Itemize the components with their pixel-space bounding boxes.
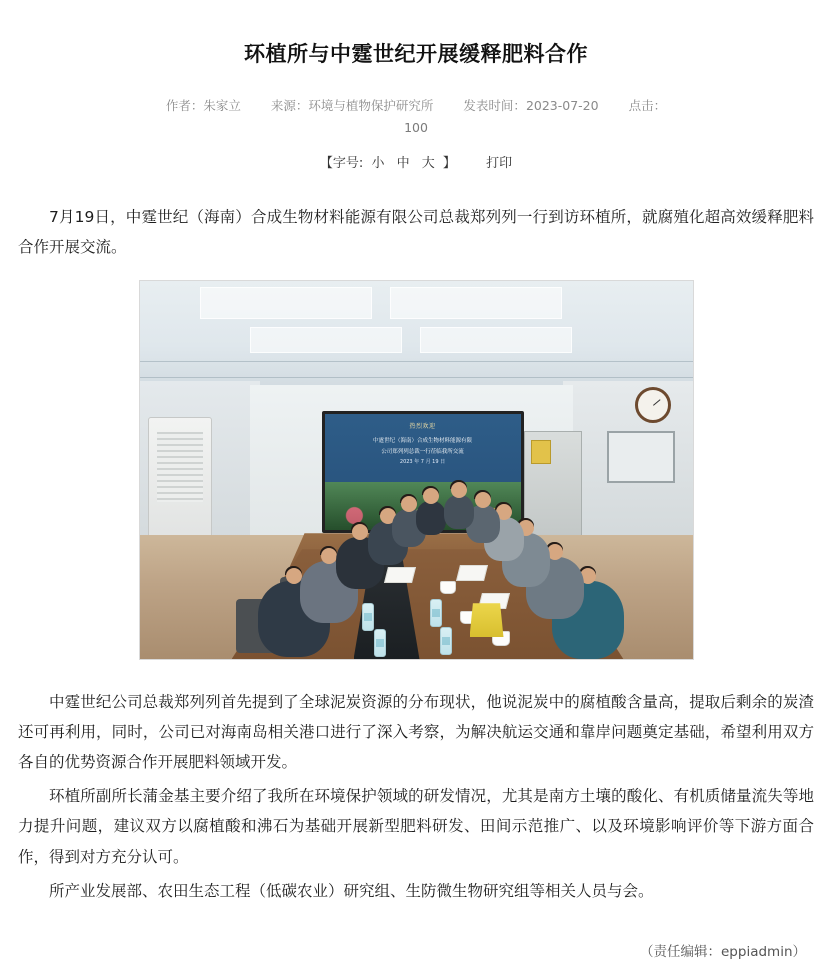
fontsize-small-button[interactable]: 小 <box>371 156 385 172</box>
ceiling-line <box>140 361 693 362</box>
meta-date <box>463 93 598 118</box>
fontsize-label: 【字号: <box>319 156 364 172</box>
fontsize-bracket-close: 】 <box>442 156 456 172</box>
print-button[interactable]: 打印 <box>486 156 513 172</box>
head <box>321 548 337 564</box>
yellow-bag <box>470 603 504 637</box>
paragraph-1: 7月19日，中霆世纪（海南）合成生物材料能源有限公司总裁郑列列一行到访环植所，就腐殖化超高效缓释肥料合作开展交流。 <box>18 207 814 257</box>
fontsize-controls <box>320 152 456 175</box>
meta-hits-label: 点击： <box>628 98 667 114</box>
head <box>401 496 417 512</box>
paragraph-3: 环植所副所长蒲金基主要介绍了我所在环境保护领域的研发情况，尤其是南方土壤的酸化、有机质储量流失等地力提升问题，建议双方以腐植酸和沸石为基础开展新型肥料研发、田间示范推广、以及环境影响评价等下游方面合作，得到对方充分认可。 <box>18 787 814 866</box>
meta-author-label: 作者： <box>165 98 204 114</box>
article-meta <box>18 93 814 118</box>
ceiling-panel <box>390 287 562 319</box>
article-body <box>18 202 814 906</box>
article-figure <box>18 280 814 670</box>
wall-board <box>607 431 675 483</box>
meta-source-value: 环境与植物保护研究所 <box>308 98 434 114</box>
ceiling-panel <box>250 327 402 353</box>
ceiling-line <box>140 377 693 378</box>
paragraph-4: 所产业发展部、农田生态工程（低碳农业）研究组、生防微生物研究组等相关人员与会。 <box>49 881 654 900</box>
wall-clock <box>635 387 671 423</box>
head <box>451 482 467 498</box>
meta-author <box>166 93 241 118</box>
screen-line-2: 公司郑列列总裁一行莅临我所交流 <box>381 449 464 456</box>
attendee <box>416 501 446 535</box>
water-bottle <box>374 629 386 657</box>
meta-source <box>271 93 434 118</box>
meta-date-value: 2023-07-20 <box>525 98 599 114</box>
ceiling-panel <box>420 327 572 353</box>
fontsize-large-button[interactable]: 大 <box>421 156 435 172</box>
head <box>423 488 439 504</box>
water-bottle <box>362 603 374 631</box>
water-bottle <box>440 627 452 655</box>
page-title: 环植所与中霆世纪开展缓释肥料合作 <box>244 42 588 67</box>
document-paper <box>384 567 416 583</box>
meta-author-value: 朱家立 <box>203 98 241 114</box>
water-bottle <box>430 599 442 627</box>
head <box>352 524 368 540</box>
article-toolbar <box>18 152 814 175</box>
editor-note: （责任编辑：eppiadmin） <box>640 944 806 961</box>
paragraph-2: 中霆世纪公司总裁郑列列首先提到了全球泥炭资源的分布现状，他说泥炭中的腐植酸含量高，提取后剩余的炭渣还可再利用，同时，公司已对海南岛相关港口进行了深入考察，为解决航运交通和靠岸问题奠定基础，希望利用双方各自的优势资源合作开展肥料领域开发。 <box>18 692 814 771</box>
screen-line-1: 中霆世纪（海南）合成生物材料能源有限 <box>372 438 472 445</box>
head <box>475 492 491 508</box>
meta-date-label: 发表时间： <box>463 98 526 114</box>
meeting-photo <box>139 280 694 660</box>
screen-title: 热烈欢迎 <box>409 423 436 431</box>
head <box>286 568 302 584</box>
article-page <box>0 14 832 978</box>
fontsize-medium-button[interactable]: 中 <box>396 156 410 172</box>
tea-cup <box>440 581 456 594</box>
document-paper <box>456 565 488 581</box>
attendee <box>444 495 474 529</box>
screen-line-3: 2023 年 7 月 19 日 <box>399 459 446 466</box>
meta-source-label: 来源： <box>270 98 309 114</box>
meta-hits-value: 100 <box>404 120 428 136</box>
meta-hits <box>629 93 667 118</box>
ceiling-panel <box>200 287 372 319</box>
